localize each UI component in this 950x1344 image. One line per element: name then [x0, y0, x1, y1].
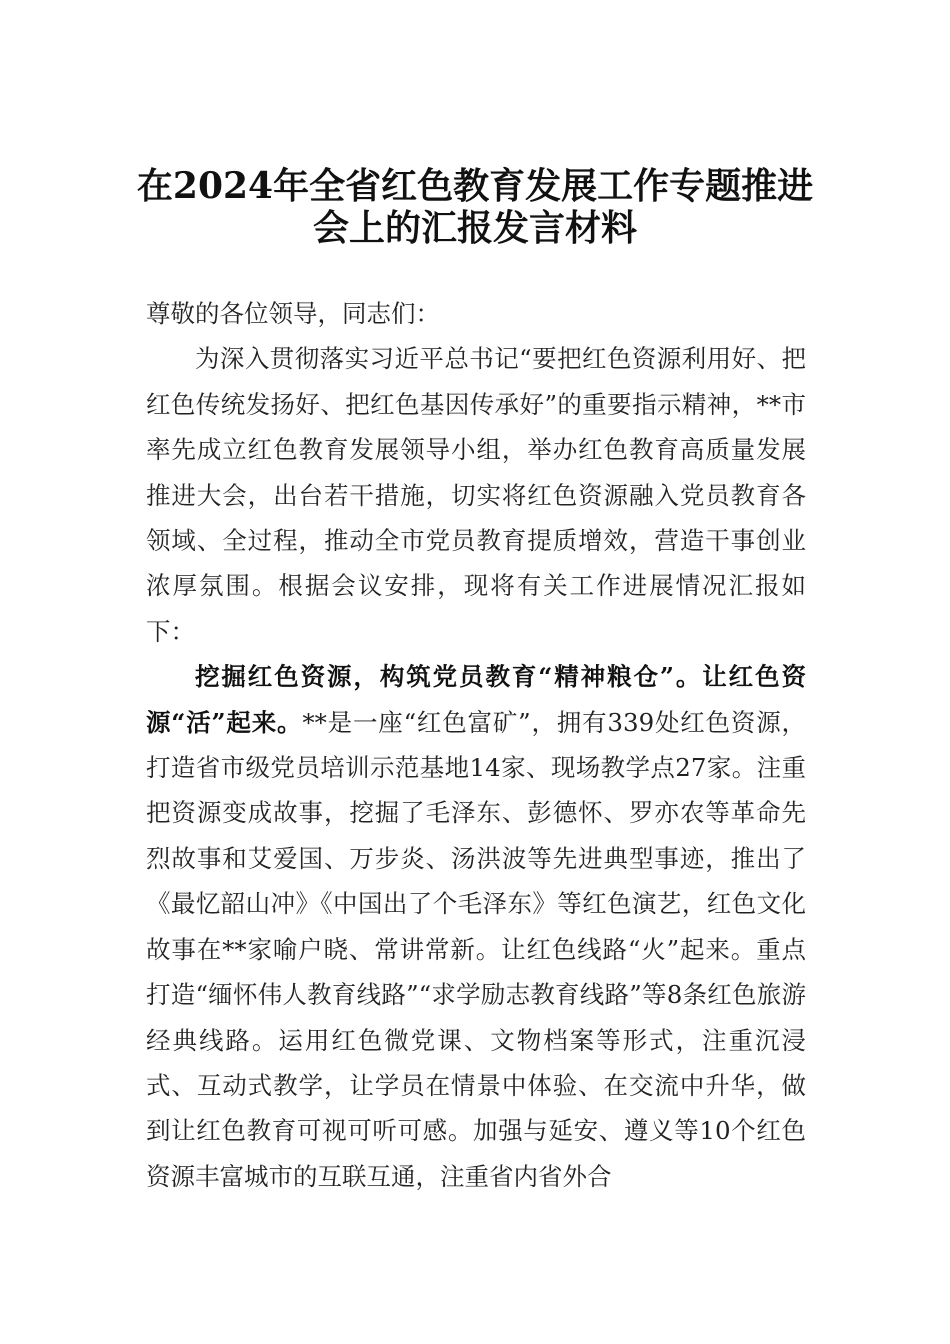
paragraph-red-resources: [146, 654, 806, 1199]
document-title-line-2: 会上的汇报发言材料: [312, 207, 637, 249]
subsection-heading: 让红色资源“活”起来。: [146, 662, 806, 737]
document-title-line-1: 在2024年全省红色教育发展工作专题推进: [136, 165, 814, 207]
paragraph-text: **是一座“红色富矿”，拥有339处红色资源，打造省市级党员培训示范基地14家、现场教学点27家。注重把资源变成故事，挖掘了毛泽东、彭德怀、罗亦农等革命先烈故事和艾爱国、万步炎、汤洪波等先进典型事迹，推出了《最忆韶山冲》《中国出了个毛泽东》等红色演艺，红色文化故事在**家喻户晓、常讲常新。: [146, 707, 807, 964]
document-body: [146, 291, 806, 1199]
paragraph-text-continued: 让红色线路“火”起来。重点打造“缅怀伟人教育线路”“求学励志教育线路”等8条红色旅游经典线路。运用红色微党课、文物档案等形式，注重沉浸式、互动式教学，让学员在情景中体验、在交流中升华，做到让红色教育可视可听可感。加强与延安、遵义等10个红色资源丰富城市的互联互通，注重省内省外合: [146, 934, 806, 1191]
paragraph-intro: 为深入贯彻落实习近平总书记“要把红色资源利用好、把红色传统发扬好、把红色基因传承好”的重要指示精神，**市率先成立红色教育发展领导小组，举办红色教育高质量发展推进大会，出台若干措施，切实将红色资源融入党员教育各领域、全过程，推动全市党员教育提质增效，营造干事创业浓厚氛围。根据会议安排，现将有关工作进展情况汇报如下：: [146, 344, 806, 646]
salutation: 尊敬的各位领导，同志们：: [146, 299, 440, 328]
section-heading: 挖掘红色资源，构筑党员教育“精神粮仓”。: [195, 662, 703, 692]
